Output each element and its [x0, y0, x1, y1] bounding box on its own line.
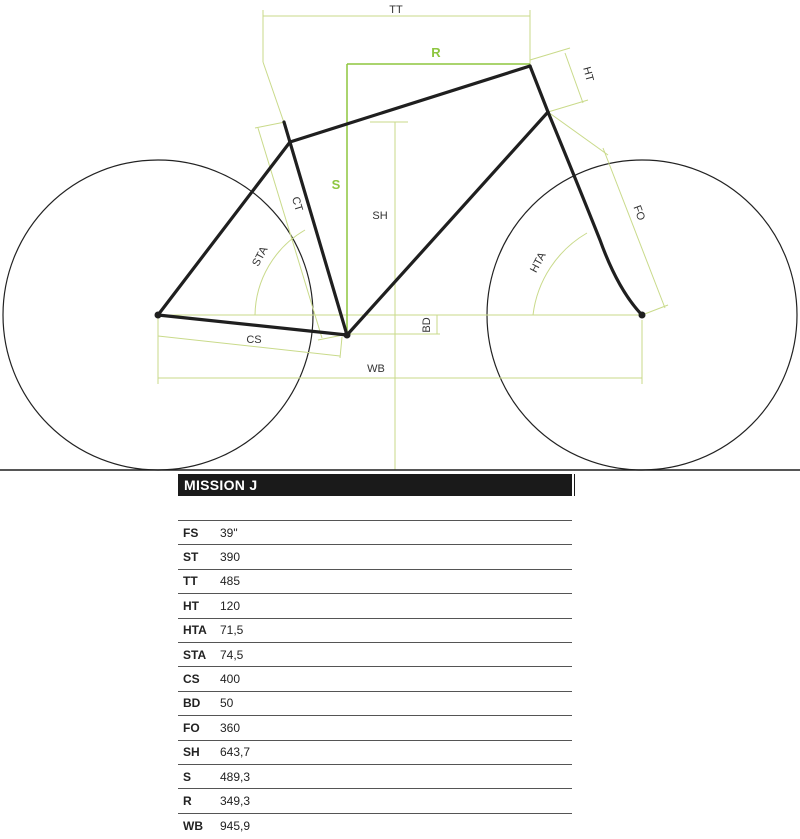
table-row [178, 667, 572, 691]
spec-key: S [183, 769, 192, 784]
spec-value: 390 [220, 550, 241, 565]
spec-value: 71,5 [220, 623, 244, 638]
label-hta: HTA [528, 250, 549, 275]
label-r: R [431, 45, 441, 60]
table-row [178, 594, 572, 618]
spec-key: HT [183, 598, 199, 613]
spec-value: 945,9 [220, 818, 251, 833]
spec-value: 120 [220, 598, 241, 613]
table-row [178, 569, 572, 593]
bottom-bracket [344, 332, 351, 339]
spec-value: 485 [220, 574, 241, 589]
label-sta: STA [250, 244, 271, 269]
spec-key: HTA [183, 623, 207, 638]
spec-value: 74,5 [220, 647, 244, 662]
label-cs: CS [246, 334, 262, 346]
spec-key: TT [183, 574, 198, 589]
label-sh: SH [372, 210, 388, 222]
spec-key: SH [183, 745, 200, 760]
spec-key: CS [183, 672, 200, 687]
label-bd: BD [421, 317, 433, 333]
label-ht: HT [580, 65, 596, 83]
spec-key: STA [183, 647, 207, 662]
table-row [178, 716, 572, 740]
label-fo: FO [630, 203, 648, 223]
label-wb: WB [367, 363, 385, 375]
rear-axle [155, 312, 162, 319]
table-row [178, 618, 572, 642]
front-axle [639, 312, 646, 319]
geometry-spec-table [178, 520, 572, 838]
table-row [178, 521, 572, 545]
table-row [178, 764, 572, 788]
table-row [178, 691, 572, 715]
spec-value: 349,3 [220, 793, 251, 808]
label-st: CT [288, 195, 305, 213]
spec-value: 39" [220, 525, 238, 540]
spec-key: BD [183, 696, 201, 711]
spec-key: FO [183, 720, 200, 735]
label-tt: TT [389, 4, 403, 16]
table-row [178, 642, 572, 666]
spec-key: FS [183, 525, 199, 540]
reach-stack-lines [347, 64, 530, 335]
table-row [178, 789, 572, 813]
spec-value: 360 [220, 720, 241, 735]
table-row [178, 740, 572, 764]
label-s: S [331, 177, 341, 192]
spec-value: 50 [220, 696, 234, 711]
table-row [178, 813, 572, 837]
table-row [178, 545, 572, 569]
spec-key: R [183, 793, 192, 808]
spec-key: ST [183, 550, 199, 565]
model-title: MISSION J [178, 474, 572, 496]
spec-value: 400 [220, 672, 241, 687]
spec-value: 489,3 [220, 769, 251, 784]
spec-value: 643,7 [220, 745, 251, 760]
spec-key: WB [183, 818, 203, 833]
bike-frame [158, 66, 642, 335]
